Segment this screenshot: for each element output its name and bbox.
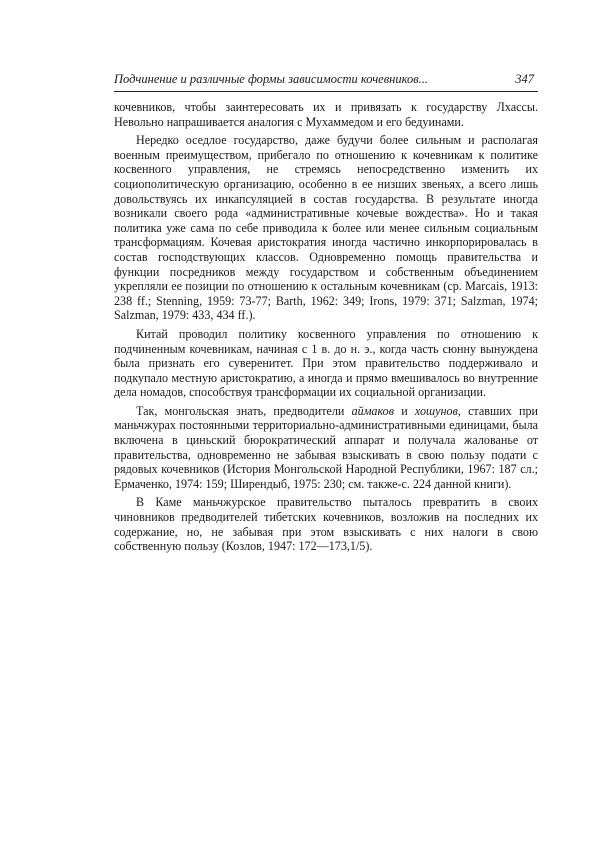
term-khoshun: хошунов, (414, 403, 461, 418)
paragraph-4 (114, 404, 538, 492)
paragraph-4-start: Так, монгольская знать, предводители (136, 403, 352, 418)
paragraph-5: В Каме маньчжурское правительство пыталось превратить в своих чиновников предводителей тибетских кочевников, возложив на последних их содержание, но, не забывая при этом взыскивать с них налоги в свою собственную пользу (Козлов, 1947: 172—173,1/5). (114, 495, 538, 554)
paragraph-4-end: ставших при маньчжурах постоянными территориально-административными единицами, была включена в циньский бюрократический аппарат и получала жалованье от правительства, одновременно не забывая взыскивать в свою пользу подати с рядовых кочевников (История Монгольской Народной Республики, 1967: 187 сл.; Ермаченко, 1974: 159; Ширендыб, 1975: 230; см. также-с. 224 данной книги). (114, 403, 538, 491)
term-aimak: аймаков (351, 403, 394, 418)
body-text (114, 100, 538, 554)
page-number: 347 (515, 72, 534, 86)
running-title: Подчинение и различные формы зависимости кочевников... (114, 72, 429, 86)
paragraph-4-conj: и (393, 403, 415, 418)
paragraph-3: Китай проводил политику косвенного управления по отношению к подчиненным кочевникам, начиная с 1 в. до н. э., когда часть сюнну вынуждена была признать его суверенитет. При этом правительство поддерживало и подкупало местную аристократию, а иногда и прямо вмешивалось во внутренние дела номадов, способствуя трансформации их социальной организации. (114, 326, 538, 400)
book-page (114, 72, 538, 558)
paragraph-2: Нередко оседлое государство, даже будучи более сильным и располагая военным преимуществом, прибегало по отношению к кочевникам к политике косвенного управления, не стремясь непосредственно изменить их социополитическую организацию, особенно в ее низших звеньях, а всего лишь довольствуясь их инкапсуляцией в состав государства. В результате иногда возникали своего рода «административные кочевые вождества». Но и такая политика уже сама по себе приводила к более или менее сильным социальным трансформациям. Кочевая аристократия иногда частично инкорпорировалась в состав господствующих классов. Одновременно помощь правительства и функции посредников между государством и собственным объединением укрепляли ее позиции по отношению к остальным кочевникам (ср. Marcais, 1913: 238 ff.; Stenning, 1959: 73-77; Barth, 1962: 349; Irons, 1979: 371; Salzman, 1974; Salzman, 1979: 433, 434 ff.). (114, 133, 538, 323)
running-header (114, 72, 538, 92)
paragraph-1: кочевников, чтобы заинтересовать их и привязать к государству Лхассы. Невольно напрашивается аналогия с Мухаммедом и его бедуинами. (114, 100, 538, 129)
